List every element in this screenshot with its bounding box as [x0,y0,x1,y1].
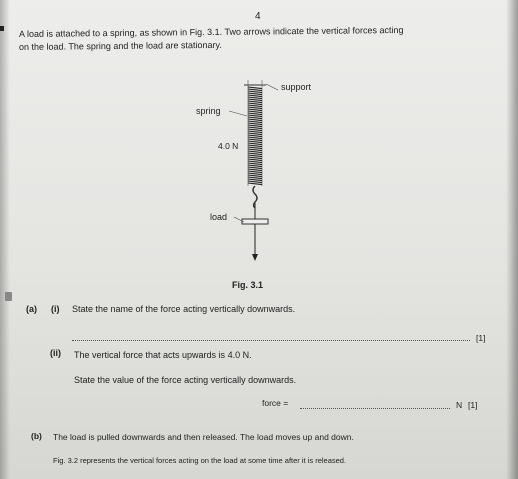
part-a-ii-statement: The vertical force that acts upwards is 4.0 N. [74,350,252,360]
part-a-i-label: (i) [51,304,60,314]
part-a-i-question: State the name of the force acting vertically downwards. [72,304,296,314]
part-a-ii-marks: [1] [468,400,478,410]
spring-coil [248,87,262,185]
page-shadow-right [506,0,518,479]
downward-arrow-head [252,254,258,261]
force-answer-prefix: force = [262,398,289,408]
support-label-leader [266,84,278,90]
force-answer-line[interactable] [300,408,450,409]
force-label: 4.0 N [218,141,239,151]
part-b-line-2: Fig. 3.2 represents the vertical forces acting on the load at some time after it is released. [53,456,347,465]
part-a-ii-label: (ii) [50,348,61,358]
part-a-i-answer-line[interactable] [72,340,470,341]
page-number: 4 [255,11,261,22]
part-a-i-marks: [1] [476,333,486,343]
part-b-label: (b) [31,431,42,441]
support-label: support [281,82,312,92]
page-shadow-left [0,0,10,479]
figure-caption: Fig. 3.1 [232,280,264,290]
load-label: load [210,212,228,222]
part-a-label: (a) [26,304,37,314]
part-b-line-1: The load is pulled downwards and then released. The load moves up and down. [53,432,354,442]
force-unit: N [456,400,463,410]
intro-line-2: on the load. The spring and the load are stationary. [18,39,222,52]
load-block [242,219,268,224]
spring-label-leader [229,111,247,116]
spring-label: spring [196,106,221,116]
part-a-ii-question: State the value of the force acting vertically downwards. [74,375,297,385]
margin-mark [0,26,4,31]
intro-line-1: A load is attached to a spring, as shown in Fig. 3.1. Two arrows indicate the vertical forces acting [18,24,404,39]
margin-bullet [5,292,12,301]
